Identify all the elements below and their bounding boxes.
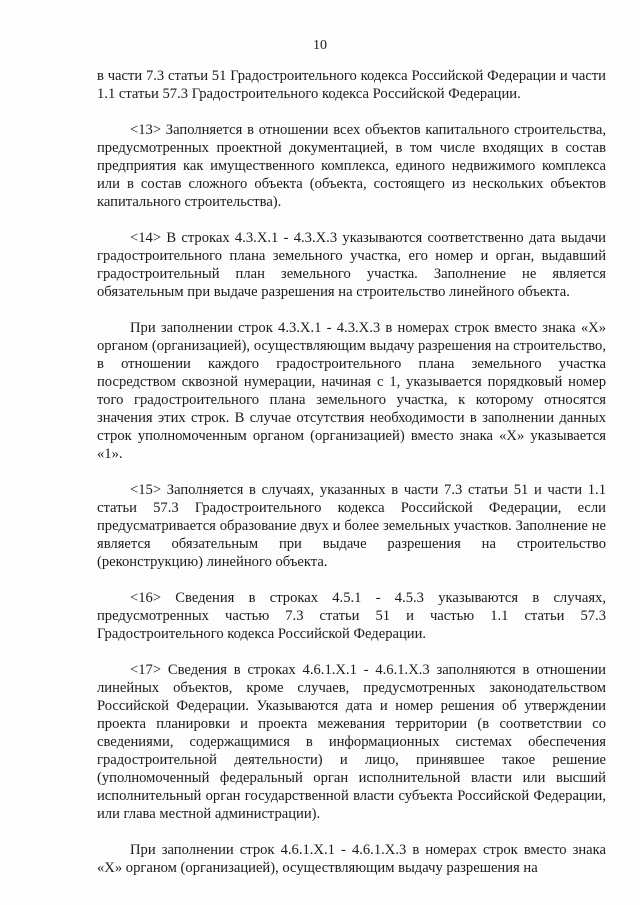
document-body [97,67,606,877]
paragraph-note-17: <17> Сведения в строках 4.6.1.X.1 - 4.6.1.X.3 заполняются в отношении линейных объектов, кроме случаев, предусмотренных законодательством Российской Федерации. Указываются дата и номер решения об утверждении проекта планировки и проекта межевания территории (в соответствии со сведениями, содержащимися в информационных системах обеспечения градостроительной деятельности) и лицо, принявшее такое решение (уполномоченный федеральный орган исполнительной власти или высший исполнительный орган государственной власти субъекта Российской Федерации, или глава местной администрации). [97,662,606,822]
paragraph-note-15: <15> Заполняется в случаях, указанных в части 7.3 статьи 51 и части 1.1 статьи 57.3 Градостроительного кодекса Российской Федерации, если предусматривается образование двух и более земельных участков. Заполнение не является обязательным при выдаче разрешения на строительство (реконструкцию) линейного объекта. [97,482,606,570]
paragraph-note-14-continuation: При заполнении строк 4.3.X.1 - 4.3.X.3 в номерах строк вместо знака «X» органом (организацией), осуществляющим выдачу разрешения на строительство, в отношении каждого градостроительного плана земельного участка посредством сквозной нумерации, начиная с 1, указывается порядковый номер того градостроительного плана земельного участка, к которому относятся значения этих строк. В случае отсутствия необходимости в заполнении данных строк уполномоченным органом (организацией) вместо знака «X» указывается «1». [97,320,606,462]
paragraph-note-14: <14> В строках 4.3.X.1 - 4.3.X.3 указываются соответственно дата выдачи градостроительного плана земельного участка, его номер и орган, выдавший градостроительный план земельного участка. Заполнение не является обязательным при выдаче разрешения на строительство линейного объекта. [97,230,606,300]
paragraph-note-17-continuation: При заполнении строк 4.6.1.X.1 - 4.6.1.X.3 в номерах строк вместо знака «X» органом (организацией), осуществляющим выдачу разрешения на [97,842,606,876]
paragraph-note-13: <13> Заполняется в отношении всех объектов капитального строительства, предусмотренных проектной документацией, в том числе входящих в состав предприятия как имущественного комплекса, единого недвижимого комплекса или в состав сложного объекта (объекта, состоящего из нескольких объектов капитального строительства). [97,122,606,210]
page-number: 10 [313,38,327,53]
paragraph-1: в части 7.3 статьи 51 Градостроительного кодекса Российской Федерации и части 1.1 статьи 57.3 Градостроительного кодекса Российской Федерации. [97,68,606,102]
paragraph-note-16: <16> Сведения в строках 4.5.1 - 4.5.3 указываются в случаях, предусмотренных частью 7.3 статьи 51 и частью 1.1 статьи 57.3 Градостроительного кодекса Российской Федерации. [97,590,606,642]
